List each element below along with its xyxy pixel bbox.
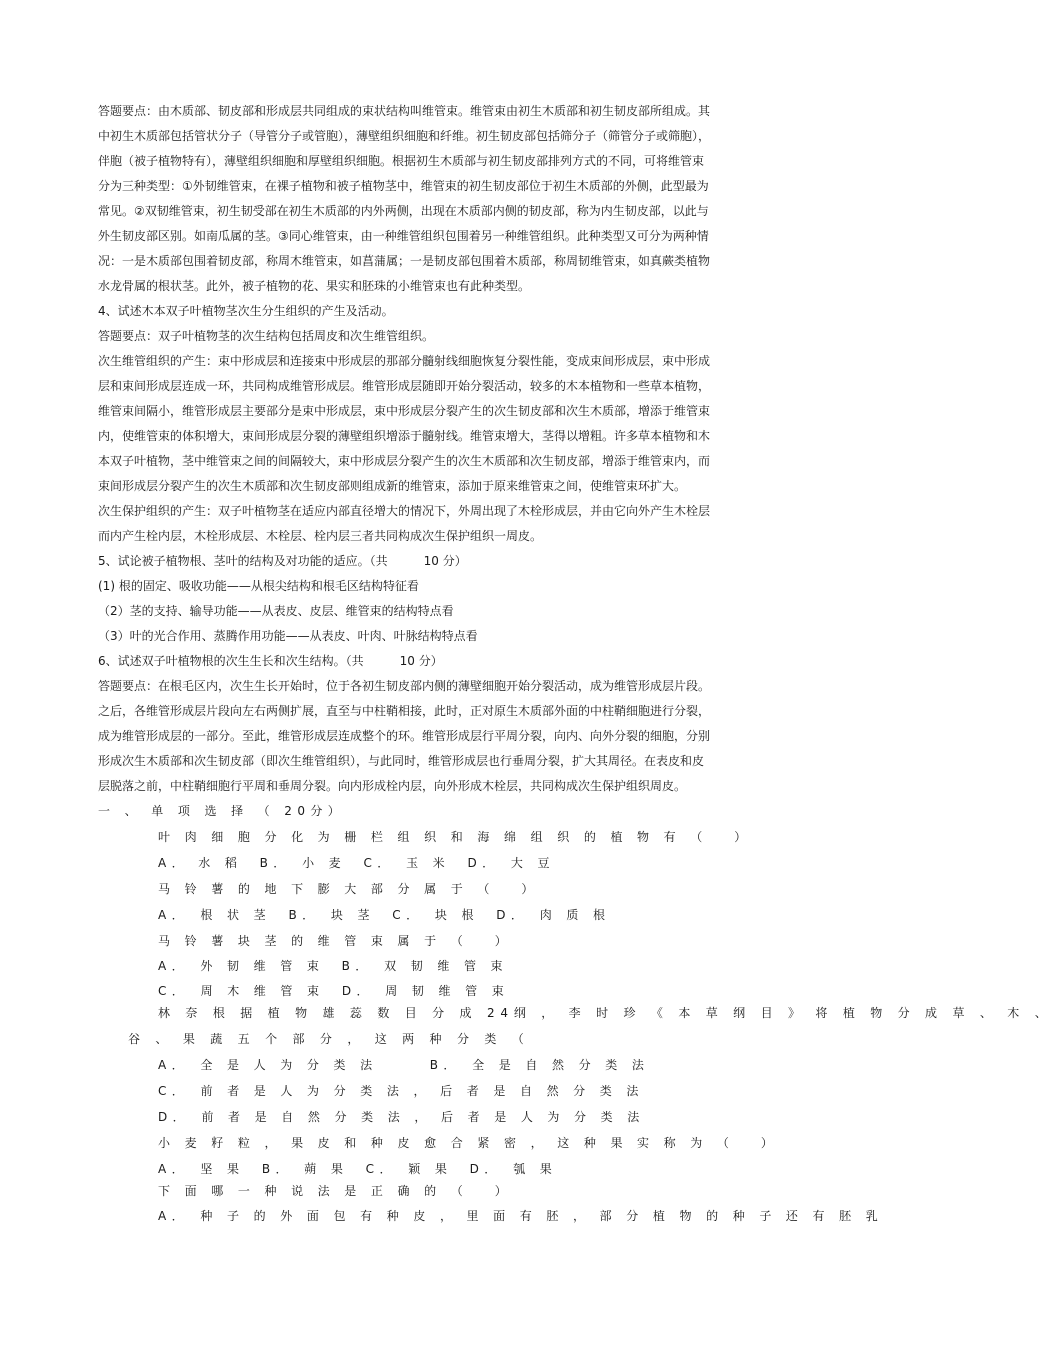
mc-question-continued: 谷 、 果 蔬 五 个 部 分 ， 这 两 种 分 类 （: [128, 1032, 530, 1046]
answer-line: 答题要点：双子叶植物茎的次生结构包括周皮和次生维管组织。: [98, 329, 435, 343]
answer-line: 维管束间隔小，维管形成层主要部分是束中形成层，束中形成层分裂产生的次生韧皮部和次生木质部，增添于维管束: [98, 404, 711, 418]
mc-options: A． 坚 果 B． 蒴 果 C． 颖 果 D． 瓠 果: [158, 1162, 558, 1176]
answer-line: 答题要点：在根毛区内，次生生长开始时，位于各初生韧皮部内侧的薄壁细胞开始分裂活动，成为维管形成层片段。: [98, 679, 711, 693]
answer-line: 况：一是木质部包围着韧皮部，称周木维管束，如菖蒲属；一是韧皮部包围着木质部，称周韧维管束，如真蕨类植物: [98, 254, 711, 268]
answer-line: 分为三种类型：①外韧维管束，在裸子植物和被子植物茎中，维管束的初生韧皮部位于初生木质部的外侧，此型最为: [98, 179, 709, 193]
mc-options: A． 外 韧 维 管 束 B． 双 韧 维 管 束: [158, 959, 508, 973]
answer-line: 本双子叶植物，茎中维管束之间的间隔较大，束中形成层分裂产生的次生木质部和次生韧皮部，增添于维管束内，而: [98, 454, 711, 468]
mc-question: 马 铃 薯 块 茎 的 维 管 束 属 于 （ ）: [158, 934, 513, 948]
answer-line: 而内产生栓内层，木栓形成层、木栓层、栓内层三者共同构成次生保护组织一周皮。: [98, 529, 543, 543]
mc-question: 林 奈 根 据 植 物 雄 蕊 数 目 分 成 24纲 ， 李 时 珍 《 本 草 纲 目 》 将 植 物 分 成 草 、 木 、: [158, 1006, 1053, 1020]
answer-line: 水龙骨属的根状茎。此外，被子植物的花、果实和胚珠的小维管束也有此种类型。: [98, 279, 531, 293]
answer-line: 之后，各维管形成层片段向左右两侧扩展，直至与中柱鞘相接，此时，正对原生木质部外面的中柱鞘细胞进行分裂，: [98, 704, 711, 718]
mc-options: A． 水 稻 B． 小 麦 C． 玉 米 D． 大 豆: [158, 856, 555, 870]
question-heading: 4、试述木本双子叶植物茎次生分生组织的产生及活动。: [98, 304, 394, 318]
mc-question: 叶 肉 细 胞 分 化 为 栅 栏 组 织 和 海 绵 组 织 的 植 物 有 （ ）: [158, 830, 752, 844]
mc-question: 小 麦 籽 粒 ， 果 皮 和 种 皮 愈 合 紧 密 ， 这 种 果 实 称 为 （ ）: [158, 1136, 779, 1150]
question-heading: 5、试论被子植物根、茎叶的结构及对功能的适应。（共 10 分）: [98, 554, 467, 568]
mc-question: 马 铃 薯 的 地 下 膨 大 部 分 属 于 （ ）: [158, 882, 539, 896]
answer-line: （3）叶的光合作用、蒸腾作用功能——从表皮、叶肉、叶脉结构特点看: [98, 629, 478, 643]
answer-line: 答题要点：由木质部、韧皮部和形成层共同组成的束状结构叫维管束。维管束由初生木质部和初生韧皮部所组成。其: [98, 104, 711, 118]
answer-line: 成为维管形成层的一部分。至此，维管形成层连成整个的环。维管形成层行平周分裂，向内、向外分裂的细胞，分别: [98, 729, 711, 743]
mc-options: A． 根 状 茎 B． 块 茎 C． 块 根 D． 肉 质 根: [158, 908, 611, 922]
answer-line: 伴胞（被子植物特有），薄壁组织细胞和厚壁组织细胞。根据初生木质部与初生韧皮部排列方式的不同，可将维管束: [98, 154, 705, 168]
mc-options: C． 周 木 维 管 束 D． 周 韧 维 管 束: [158, 984, 510, 998]
answer-line: 次生保护组织的产生：双子叶植物茎在适应内部直径增大的情况下，外周出现了木栓形成层，并由它向外产生木栓层: [98, 504, 711, 518]
answer-line: 外生韧皮部区别。如南瓜属的茎。③同心维管束，由一种维管组织包围着另一种维管组织。此种类型又可分为两种情: [98, 229, 709, 243]
mc-options: D． 前 者 是 自 然 分 类 法 ， 后 者 是 人 为 分 类 法: [158, 1110, 645, 1124]
answer-line: 次生维管组织的产生：束中形成层和连接束中形成层的那部分髓射线细胞恢复分裂性能，变成束间形成层，束中形成: [98, 354, 711, 368]
section-heading: 一 、 单 项 选 择 （ 20分）: [98, 804, 346, 818]
answer-line: 常见。②双韧维管束，初生韧受部在初生木质部的内外两侧，出现在木质部内侧的韧皮部，称为内生韧皮部，以此与: [98, 204, 709, 218]
answer-line: （2）茎的支持、输导功能——从表皮、皮层、维管束的结构特点看: [98, 604, 454, 618]
answer-line: 束间形成层分裂产生的次生木质部和次生韧皮部则组成新的维管束，添加于原来维管束之间，使维管束环扩大。: [98, 479, 687, 493]
answer-line: (1) 根的固定、吸收功能——从根尖结构和根毛区结构特征看: [98, 579, 419, 593]
answer-line: 层和束间形成层连成一环，共同构成维管形成层。维管形成层随即开始分裂活动，较多的木本植物和一些草本植物，: [98, 379, 711, 393]
answer-line: 层脱落之前，中柱鞘细胞行平周和垂周分裂。向内形成栓内层，向外形成木栓层，共同构成次生保护组织周皮。: [98, 779, 687, 793]
question-heading: 6、试述双子叶植物根的次生生长和次生结构。（共 10 分）: [98, 654, 443, 668]
answer-line: 形成次生木质部和次生韧皮部（即次生维管组织），与此同时，维管形成层也行垂周分裂，扩大其周径。在表皮和皮: [98, 754, 705, 768]
mc-options: C． 前 者 是 人 为 分 类 法 ， 后 者 是 自 然 分 类 法: [158, 1084, 644, 1098]
mc-options: A． 种 子 的 外 面 包 有 种 皮 ， 里 面 有 胚 ， 部 分 植 物 的 种 子 还 有 胚 乳: [158, 1209, 884, 1223]
answer-line: 中初生木质部包括管状分子（导管分子或管胞），薄壁组织细胞和纤维。初生韧皮部包括筛分子（筛管分子或筛胞），: [98, 129, 711, 143]
mc-question: 下 面 哪 一 种 说 法 是 正 确 的 （ ）: [158, 1184, 513, 1198]
mc-options: A． 全 是 人 为 分 类 法 B． 全 是 自 然 分 类 法: [158, 1058, 650, 1072]
answer-line: 内，使维管束的体积增大，束间形成层分裂的薄壁组织增添于髓射线。维管束增大，茎得以增粗。许多草本植物和木: [98, 429, 711, 443]
